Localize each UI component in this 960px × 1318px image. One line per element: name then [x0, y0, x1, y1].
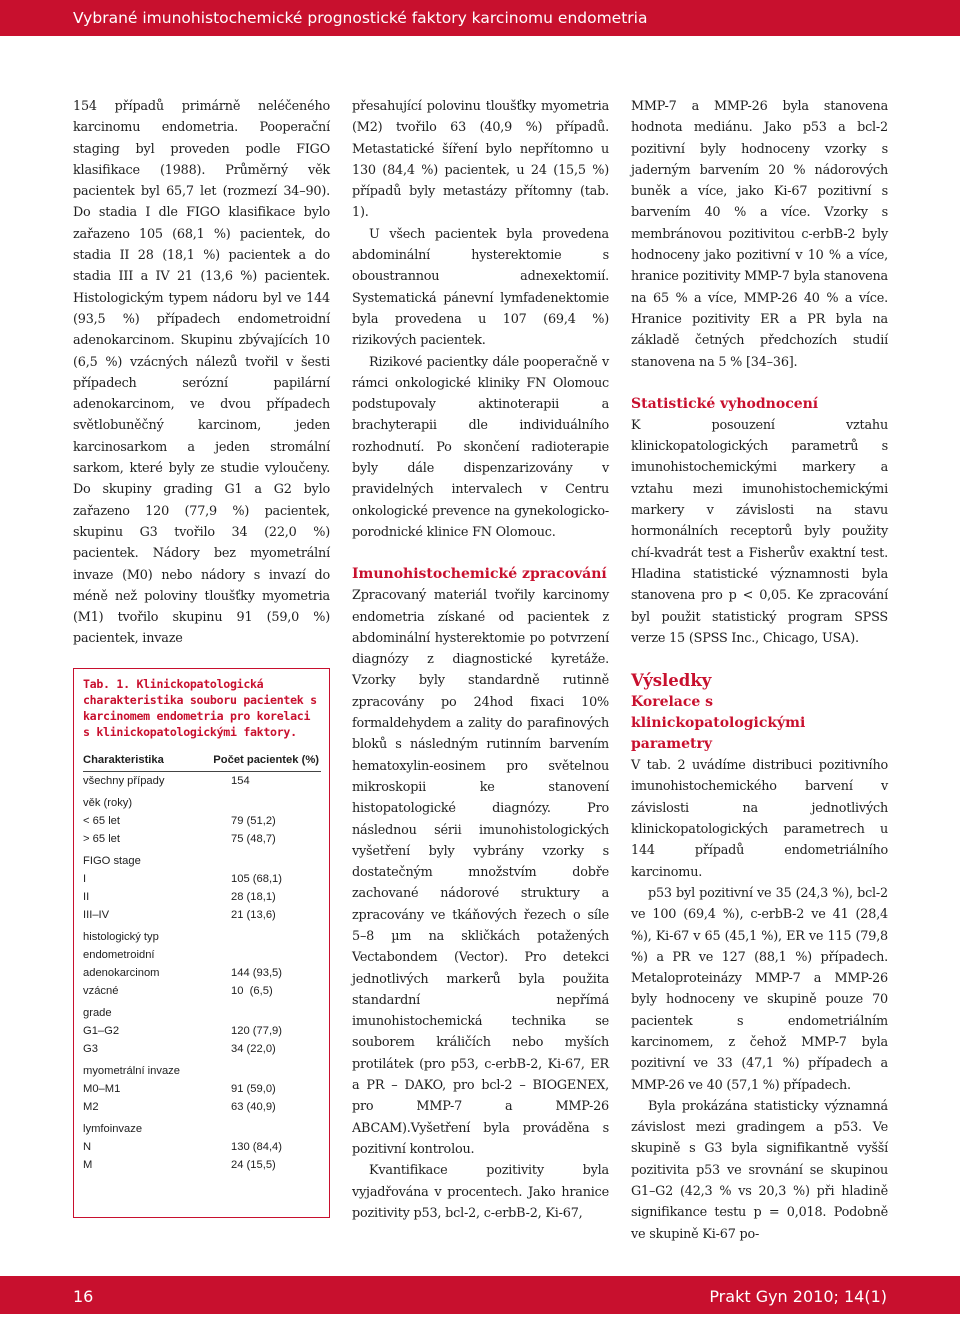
- table-row: [83, 1004, 321, 1022]
- table-1: [73, 668, 330, 1218]
- row-label: adenokarcinom: [83, 967, 160, 979]
- table-row: [83, 964, 321, 982]
- row-value: 79 (51,2): [231, 815, 276, 827]
- section-heading: Imunohistochemické zpracování: [352, 566, 607, 583]
- row-value: 120 (77,9): [231, 1025, 282, 1037]
- table-row: [83, 906, 321, 924]
- table-row: [83, 946, 321, 964]
- paragraph: V tab. 2 uvádíme distribuci pozitivního imunohistochemického barvení v závislosti na jednotlivých klinickopatologických parametrech u 144 případů endometriálního karcinomu.: [631, 758, 888, 880]
- row-label: M0–M1: [83, 1083, 121, 1095]
- row-label: N: [83, 1141, 92, 1153]
- row-value: 144 (93,5): [231, 967, 282, 979]
- column-header: Charakteristika: [83, 754, 164, 766]
- row-label: > 65 let: [83, 833, 121, 845]
- table-row: [83, 794, 321, 812]
- table-row: [83, 1138, 321, 1156]
- row-value: 24 (15,5): [231, 1159, 276, 1171]
- paragraph: Kvantifikace pozitivity byla vyjadřována v procentech. Jako hranice pozitivity p53, bcl-2, c-erbB-2, Ki-67,: [352, 1163, 609, 1221]
- row-value: 130 (84,4): [231, 1141, 282, 1153]
- row-label: histologický typ: [83, 931, 159, 943]
- row-value: 21 (13,6): [231, 909, 276, 921]
- journal-reference: Prakt Gyn 2010; 14(1): [709, 1287, 887, 1306]
- row-label: lymfoinvaze: [83, 1123, 143, 1135]
- table-row: [83, 888, 321, 906]
- table-row: [83, 982, 321, 1000]
- row-label: < 65 let: [83, 815, 121, 827]
- paragraph: přesahující polovinu tloušťky myometria (M2) tvořilo 63 (40,9 %) případů. Metastatické šíření bylo nepřítomno u 130 (84,4 %) pacientek, u 24 (15,5 %) případů byly metastázy přítomny (tab. 1).: [352, 99, 609, 221]
- section-heading: Statistické vyhodnocení: [631, 395, 819, 412]
- table-row: [83, 928, 321, 946]
- page-number: 16: [73, 1287, 94, 1306]
- table-body: [83, 752, 321, 1174]
- row-value: 75 (48,7): [231, 833, 276, 845]
- row-label: všechny případy: [83, 775, 165, 787]
- table-row: [83, 870, 321, 888]
- section-heading: Výsledky: [631, 671, 712, 691]
- table-header-row: [83, 752, 321, 771]
- paragraph: Zpracovaný materiál tvořily karcinomy endometria získané od pacientek z abdominální hysterektomie po potvrzení diagnózy z diagnostické kyretáže. Vzorky byly standardně rutinně zpracovány po 24hod fixaci 10% formaldehydem a zality do parafinových bloků s následným rutinním barvením hematoxylin-eosinem pro světelnou mikroskopii ke stanovení histopatologické diagnózy. Pro následnou sérii imunohistologických vyšetření byly vybrány vzorky s dostatečným množstvím dobře zachované nádorové struktury a zpracovány ve tkáňových řezech o síle 5–8 µm na skličkách potažených Vectabondem (Vector). Pro detekci jednotlivých markerů byla použita standardní nepřímá imunohistochemická technika se souborem králičích nebo myších protilátek (pro p53, c-erbB-2, Ki-67, ER a PR – DAKO, pro bcl-2 – BIOGENEX, pro MMP-7 a MMP-26 ABCAM).Vyšetření byla prováděna s pozitivní kontrolou.: [352, 588, 609, 1157]
- row-label: vzácné: [83, 985, 119, 997]
- table-row: [83, 772, 321, 790]
- paragraph: p53 byl pozitivní ve 35 (24,3 %), bcl-2 ve 100 (69,4 %), c-erbB-2 ve 41 (28,4 %), Ki-67 v 65 (45,1 %), ER ve 115 (79,8 %) a PR ve 127 (88,1 %) případech. Metaloproteinázy MMP-7 a MMP-26 byly hodnoceny ve skupině pouze 70 pacientek s endometriálním karcinomem, z čehož MMP-7 byla pozitivní ve 33 (47,1 %) případech a MMP-26 ve 40 (57,1 %) případech.: [631, 885, 888, 1093]
- row-value: 105 (68,1): [231, 873, 282, 885]
- row-label: grade: [83, 1007, 112, 1019]
- paragraph: Byla prokázána statisticky významná závislost mezi gradingem a p53. Ve skupině s G3 byla signifikantně vyšší pozitivita p53 ve srovnání se skupinou G1–G2 (42,3 % vs 20,3 %) při hladině signifikance testu p = 0,018. Podobně ve skupině Ki-67 po-: [631, 1098, 888, 1242]
- row-label: myometrální invaze: [83, 1065, 180, 1077]
- paragraph: K posouzení vztahu klinickopatologických parametrů s imunohistochemickými markery a vztahu mezi imunohistochemickými markery v závislosti na stavu hormonálních receptorů byly použity chí-kvadrát test a Fisherův exaktní test. Hladina statistické významnosti byla stanovena pro p < 0,05. Ke zpracování byl použit statistický program SPSS verze 15 (SPSS Inc., Chicago, USA).: [631, 417, 888, 646]
- text-column-2: [352, 96, 609, 1224]
- row-label: G1–G2: [83, 1025, 120, 1037]
- row-label: FIGO stage: [83, 855, 141, 867]
- table-row: [83, 1062, 321, 1080]
- row-label: G3: [83, 1043, 98, 1055]
- row-value: 28 (18,1): [231, 891, 276, 903]
- row-label: endometroidní: [83, 949, 155, 961]
- table-row: [83, 1098, 321, 1116]
- table-row: [83, 1080, 321, 1098]
- column-header: Počet pacientek (%): [213, 754, 319, 766]
- row-label: I: [83, 873, 87, 885]
- table-row: [83, 1040, 321, 1058]
- table-row: [83, 852, 321, 870]
- row-label: II: [83, 891, 90, 903]
- paragraph: MMP-7 a MMP-26 byla stanovena hodnota mediánu. Jako p53 a bcl-2 pozitivní byly hodnoceny vzorky s jaderným barvením 20 % nádorových buněk a více, jako Ki-67 pozitivní s barvením 40 % a více. Vzorky s membránovou pozitivitou c-erbB-2 byly hodnoceny jako pozitivní v 10 % a více, hranice pozitivity MMP-7 byla stanovena na 65 % a více, MMP-26 40 % a více. Hranice pozitivity ER a PR byla na základě četných předchozích studií stanovena na 5 % [34–36].: [631, 99, 888, 370]
- row-label: M2: [83, 1101, 99, 1113]
- row-label: M: [83, 1159, 93, 1171]
- running-footer: [0, 1276, 960, 1314]
- text-column-1: [73, 96, 330, 650]
- running-header: [0, 0, 960, 36]
- row-value: 154: [231, 775, 250, 787]
- table-row: [83, 830, 321, 848]
- paragraph: 154 případů primárně neléčeného karcinomu endometria. Pooperační staging byl proveden podle FIGO klasifikace (1988). Průměrný věk pacientek byl 65,7 let (rozmezí 34–90). Do stadia I dle FIGO klasifikace bylo zařazeno 105 (68,1 %) pacientek, do stadia II 28 (18,1 %) pacientek a do stadia III a IV 21 (13,6 %) pacientek. Histologickým typem nádoru byl ve 144 (93,5 %) případech endometroidní adenokarcinom. Skupinu zbývajících 10 (6,5 %) vzácných nálezů tvořil v šesti případech serózní papilární adenokarcinom, ve dvou případech světlobuněčný karcinom, jeden karcinosarkom a jeden stromální sarkom, které byly ze studie vyloučeny. Do skupiny grading G1 a G2 bylo zařazeno 120 (77,9 %) pacientek, skupinu G3 tvořilo 34 (22,0 %) pacientek. Nádory bez myometrální invaze (M0) nebo nádory s invazí do méně než poloviny tloušťky myometria (M1) tvořilo skupinu 91 (59,0 %) pacientek, invaze: [73, 99, 330, 647]
- paragraph: Rizikové pacientky dále pooperačně v rámci onkologické kliniky FN Olomouc podstupovaly aktinoterapii a brachyterapii dle individuálního rozhodnutí. Po skončení radioterapie byly dále dispenzarizovány v pravidelných intervalech v Centru onkologické prevence na gynekologicko-porodnické klinice FN Olomouc.: [352, 354, 609, 540]
- row-value: 63 (40,9): [231, 1101, 276, 1113]
- row-label: III–IV: [83, 909, 110, 921]
- table-row: [83, 1022, 321, 1040]
- row-value: 91 (59,0): [231, 1083, 276, 1095]
- table-caption: Tab. 1. Klinickopatologická charakteristika souboru pacientek s karcinomem endometria pro korelaci s klinickopatologickými faktory.: [83, 677, 317, 739]
- row-value: 10 (6,5): [231, 985, 273, 997]
- table-row: [83, 812, 321, 830]
- row-label: věk (roky): [83, 797, 133, 809]
- subsection-heading: Korelace s klinickopatologickými parametry: [631, 694, 806, 753]
- row-value: 34 (22,0): [231, 1043, 276, 1055]
- table-row: [83, 1120, 321, 1138]
- header-title: Vybrané imunohistochemické prognostické faktory karcinomu endometria: [73, 9, 648, 27]
- table-row: [83, 1156, 321, 1174]
- text-column-3: [631, 96, 888, 1245]
- paragraph: U všech pacientek byla provedena abdominální hysterektomie s oboustrannou adnexektomií. Systematická pánevní lymfadenektomie byla provedena u 107 (69,4 %) rizikových pacientek.: [352, 226, 609, 349]
